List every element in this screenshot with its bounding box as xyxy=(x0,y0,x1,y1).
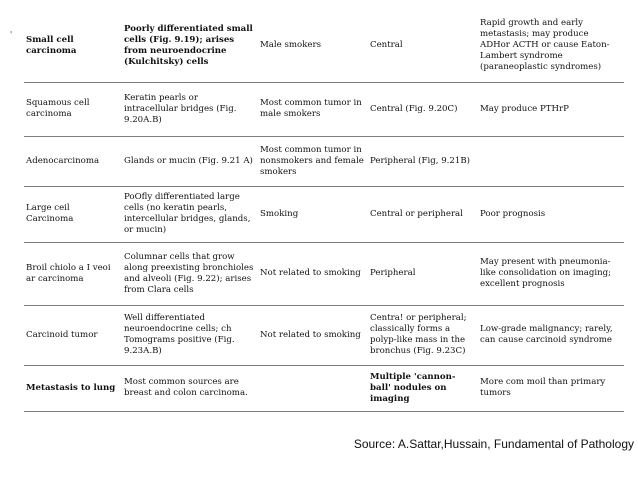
table-row xyxy=(24,242,624,305)
location-cell: Central or peripheral xyxy=(368,186,478,242)
location-cell: Central xyxy=(368,10,478,82)
table-row xyxy=(24,186,624,242)
features-cell: Rapid growth and early metastasis; may produce ADHor ACTH or cause Eaton-Lambert syndrome (paraneoplastic syndromes) xyxy=(478,10,624,82)
location-cell: Peripheral xyxy=(368,242,478,305)
tumor-type-cell: Metastasis to lung xyxy=(24,365,122,411)
risk-cell: Not related to smoking xyxy=(258,242,368,305)
table-row xyxy=(24,305,624,365)
location-cell: Peripheral (Fig, 9.21B) xyxy=(368,136,478,186)
risk-cell: Smoking xyxy=(258,186,368,242)
histology-cell: Well differentiated neuroendocrine cells; ch Tomograms positive (Fig. 9.23A.B) xyxy=(122,305,258,365)
risk-cell xyxy=(258,365,368,411)
features-cell: More com moil than primary tumors xyxy=(478,365,624,411)
table-row xyxy=(24,10,624,82)
features-cell: May present with pneumonia-like consolidation on imaging; excellent prognosis xyxy=(478,242,624,305)
features-cell: Poor prognosis xyxy=(478,186,624,242)
features-cell xyxy=(478,136,624,186)
table-row xyxy=(24,136,624,186)
tumor-type-cell: Large ceil Carcinoma xyxy=(24,186,122,242)
tumor-type-cell: Broil chiolo a I veoi ar carcinoma xyxy=(24,242,122,305)
histology-cell: PoOfly differentiated large cells (no keratin pearls, intercellular bridges, glands, or mucin) xyxy=(122,186,258,242)
features-cell: May produce PTHrP xyxy=(478,82,624,136)
risk-cell: Most common tumor in male smokers xyxy=(258,82,368,136)
lung-tumor-table xyxy=(24,10,624,412)
side-mark: ' xyxy=(10,30,13,39)
histology-cell: Glands or mucin (Fig. 9.21 A) xyxy=(122,136,258,186)
histology-cell: Columnar cells that grow along preexisting bronchioles and alveoli (Fig. 9.22); arises from Clara cells xyxy=(122,242,258,305)
table-row xyxy=(24,365,624,411)
histology-cell: Most common sources are breast and colon carcinoma. xyxy=(122,365,258,411)
risk-cell: Most common tumor in nonsmokers and female smokers xyxy=(258,136,368,186)
table-row xyxy=(24,82,624,136)
risk-cell: Not related to smoking xyxy=(258,305,368,365)
source-citation: Source: A.Sattar,Hussain, Fundamental of Pathology xyxy=(353,437,634,451)
location-cell: Centra! or peripheral; classically forms a polyp-like mass in the bronchus (Fig. 9.23C) xyxy=(368,305,478,365)
location-cell: Central (Fig. 9.20C) xyxy=(368,82,478,136)
histology-cell: Poorly differentiated small cells (Fig. 9.19); arises from neuroendocrine (Kulchitsky) cells xyxy=(122,10,258,82)
tumor-type-cell: Squamous cell carcinoma xyxy=(24,82,122,136)
tumor-type-cell: Adenocarcinoma xyxy=(24,136,122,186)
tumor-type-cell: Small cell carcinoma xyxy=(24,10,122,82)
tumor-type-cell: Carcinoid tumor xyxy=(24,305,122,365)
histology-cell: Keratin pearls or intracellular bridges (Fig. 9.20A.B) xyxy=(122,82,258,136)
risk-cell: Male smokers xyxy=(258,10,368,82)
features-cell: Low-grade malignancy; rarely, can cause carcinoid syndrome xyxy=(478,305,624,365)
location-cell: Multiple 'cannon-ball' nodules on imaging xyxy=(368,365,478,411)
